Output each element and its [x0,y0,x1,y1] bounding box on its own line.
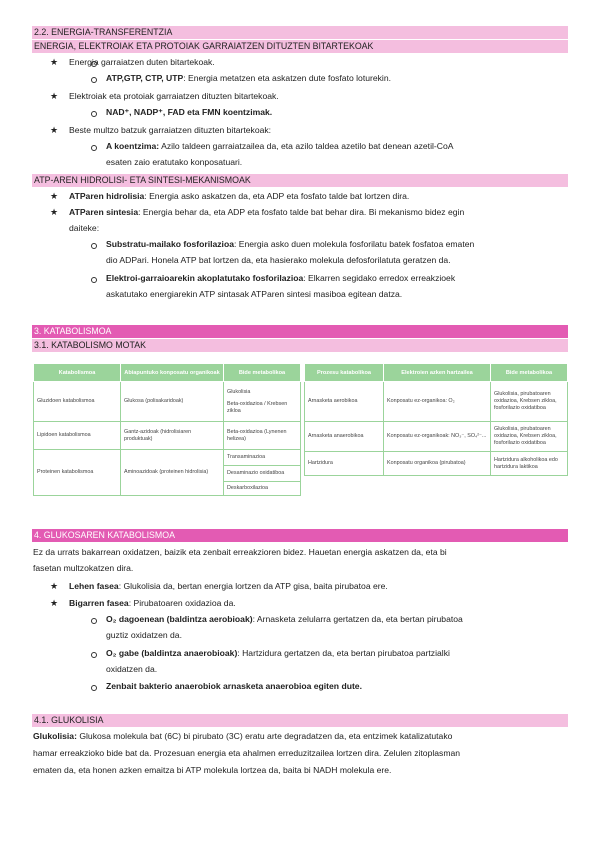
table-cell: Transaminazioa [224,450,301,466]
circle-bullet-icon [91,111,97,117]
circle-bullet-icon [91,652,97,658]
bullet-sintesia: ATParen sintesia: Energia behar da, eta ADP eta fosfato talde bat behar dira. Bi mekanismo bidez egin [69,207,465,217]
bullet-sintesia-cont: daiteke: [69,223,100,233]
table-cell: Glukolisia, pirubatoaren oxidazioa, Krebsen zikloa, fosforilazio oxidatiboa [491,382,568,422]
circle-bullet-icon [91,61,97,67]
table-cell: Hartzidura alkoholikoa edo hartzidura laktikoa [491,452,568,476]
star-bullet-icon: ★ [50,57,59,67]
star-bullet-icon: ★ [50,581,59,591]
section-header-4: 4. GLUKOSAREN KATABOLISMOA [32,529,568,542]
sub-bullet-elektroi-garraio: Elektroi-garraioarekin akoplatutako fosforilazioa: Elkarren segidako erredox erreakzioek [106,273,456,283]
table-cell: Gluzidoen katabolismoa [34,382,121,422]
table-cell: Arnasketa aerobikoa [305,382,384,422]
table-cell: Arnasketa anaerobikoa [305,422,384,452]
star-bullet-icon: ★ [50,125,59,135]
table-cell: Hartzidura [305,452,384,476]
section-header-4-1: 4.1. GLUKOLISIA [32,714,568,727]
sub-bullet-anaerobioak-cont: oxidatzen da. [106,664,158,674]
paragraph-glukolisia-l2: hamar erreakzioko bide bat da. Prozesuan energia eta ahalmen erreduzitzailea lortzen dira. Zelulen zitoplasman [33,748,461,758]
table-header: Elektroien azken hartzailea [384,364,491,382]
bullet-energia: Energia garraiatzen duten bitartekoak. [69,57,215,67]
table-cell: Desaminazio oxidatiboa [224,466,301,482]
circle-bullet-icon [91,243,97,249]
sub-bullet-bakterio: Zenbait bakterio anaerobiok arnasketa anaerobioa egiten dute. [106,681,362,691]
star-bullet-icon: ★ [50,598,59,608]
table-cell: Deskarboxilazioa [224,482,301,496]
sub-bullet-substratu: Substratu-mailako fosforilazioa: Energia asko duen molekula fosforilatu batek fosfatoa ematen [106,239,475,249]
table-cell: Konposatu ez-organikoak: NO₃⁻, SO₄²⁻... [384,422,491,452]
table-cell: Glukolisia Beta-oxidazioa / Krebsen zikloa [224,382,301,422]
bullet-elektroiak: Elektroiak eta protoiak garraiatzen dituzten bitartekoak. [69,91,279,101]
sub-bullet-atp: ATP,GTP, CTP, UTP: Energia metatzen eta askatzen dute fosfato loturekin. [106,73,392,83]
circle-bullet-icon [91,77,97,83]
table-header: Katabolismoa [34,364,121,382]
bullet-beste: Beste multzo batzuk garraiatzen dituzten bitartekoak: [69,125,272,135]
sub-bullet-substratu-cont: dio ADPari. Honela ATP bat lortzen da, eta hasierako molekula defosforilatuta geratzen da. [106,255,451,265]
sub-bullet-aerobioak: O₂ dagoenean (baldintza aerobioak): Arnasketa zelularra gertatzen da, eta bertan pirubatoa [106,614,463,624]
section-header-3: 3. KATABOLISMOA [32,325,568,338]
section-header-2-2: 2.2. ENERGIA-TRANSFERENTZIA [32,26,568,39]
table-header: Bide metabolikoa [224,364,301,382]
sub-bullet-elektroi-garraio-cont: askatutako energiarekin ATP sintasak ATParen sintesi masiboa egitean datza. [106,289,403,299]
table-cell: Konposatu ez-organikoa: O₂ [384,382,491,422]
paragraph-glukolisia-l3: ematen da, eta honen azken emaitza bi ATP molekula lortzea da, baita bi NADH molekula ere. [33,765,392,775]
bullet-hidrolisia: ATParen hidrolisia: Energia asko askatzen da, eta ADP eta fosfato talde bat lortzen dira. [69,191,410,201]
sub-bullet-nad: NAD⁺, NADP⁺, FAD eta FMN koentzimak. [106,107,273,117]
star-bullet-icon: ★ [50,91,59,101]
table-header: Prozesu katabolikoa [305,364,384,382]
sub-bullet-anaerobioak: O₂ gabe (baldintza anaerobioak): Hartzidura gertatzen da, eta bertan pirubatoa partzialki [106,648,450,658]
subheader-atp-mekanismoak: ATP-AREN HIDROLISI- ETA SINTESI-MEKANISMOAK [32,174,568,187]
table-cell: Glukolisia, pirubatoaren oxidazioa, Krebsen zikloa, fosforilazio oxidatiboa [491,422,568,452]
circle-bullet-icon [91,277,97,283]
prozesu-katabolikoa-table [304,363,568,476]
paragraph-glukolisia-l1: Glukolisia: Glukosa molekula bat (6C) bi pirubato (3C) eratu arte degradatzen da, eta entzimek katalizatutako [33,731,453,741]
paragraph-glukosa-l2: fasetan multzokatzen dira. [33,563,134,573]
bullet-bigarren-fasea: Bigarren fasea: Pirubatoaren oxidazioa da. [69,598,236,608]
circle-bullet-icon [91,145,97,151]
star-bullet-icon: ★ [50,191,59,201]
table-cell: Aminoazidoak (proteinen hidrolisia) [121,450,224,496]
star-bullet-icon: ★ [50,207,59,217]
table-cell: Lipidoen katabolismoa [34,422,121,450]
circle-bullet-icon [91,618,97,624]
table-header: Abiapuntuko konposatu organikoak [121,364,224,382]
subheader-bitartekoak: ENERGIA, ELEKTROIAK ETA PROTOIAK GARRAIATZEN DITUZTEN BITARTEKOAK [32,40,568,53]
table-cell: Beta-oxidazioa (Lynenen helizea) [224,422,301,450]
table-cell: Proteinen katabolismoa [34,450,121,496]
sub-bullet-koentzima-cont: esaten zaio eratutako konposatuari. [106,157,243,167]
table-cell: Gantz-azidoak (hidrolisiaren produktuak) [121,422,224,450]
paragraph-glukosa-l1: Ez da urrats bakarrean oxidatzen, baizik eta zenbait erreakzioren bidez. Hauetan energia askatzen da, eta bi [33,547,447,557]
subheader-katabolismo-motak: 3.1. KATABOLISMO MOTAK [32,339,568,352]
table-cell: Konposatu organikoa (pirubatoa) [384,452,491,476]
sub-bullet-aerobioak-cont: guztiz oxidatzen da. [106,630,182,640]
table-cell: Glukosa (polisakaridoak) [121,382,224,422]
circle-bullet-icon [91,685,97,691]
katabolismo-table [33,363,301,496]
table-header: Bide metabolikoa [491,364,568,382]
bullet-lehen-fasea: Lehen fasea: Glukolisia da, bertan energia lortzen da ATP gisa, baita pirubatoa ere. [69,581,388,591]
sub-bullet-koentzima: A koentzima: Azilo taldeen garraiatzailea da, eta azilo taldea azetilo bat denean azetil-CoA [106,141,454,151]
